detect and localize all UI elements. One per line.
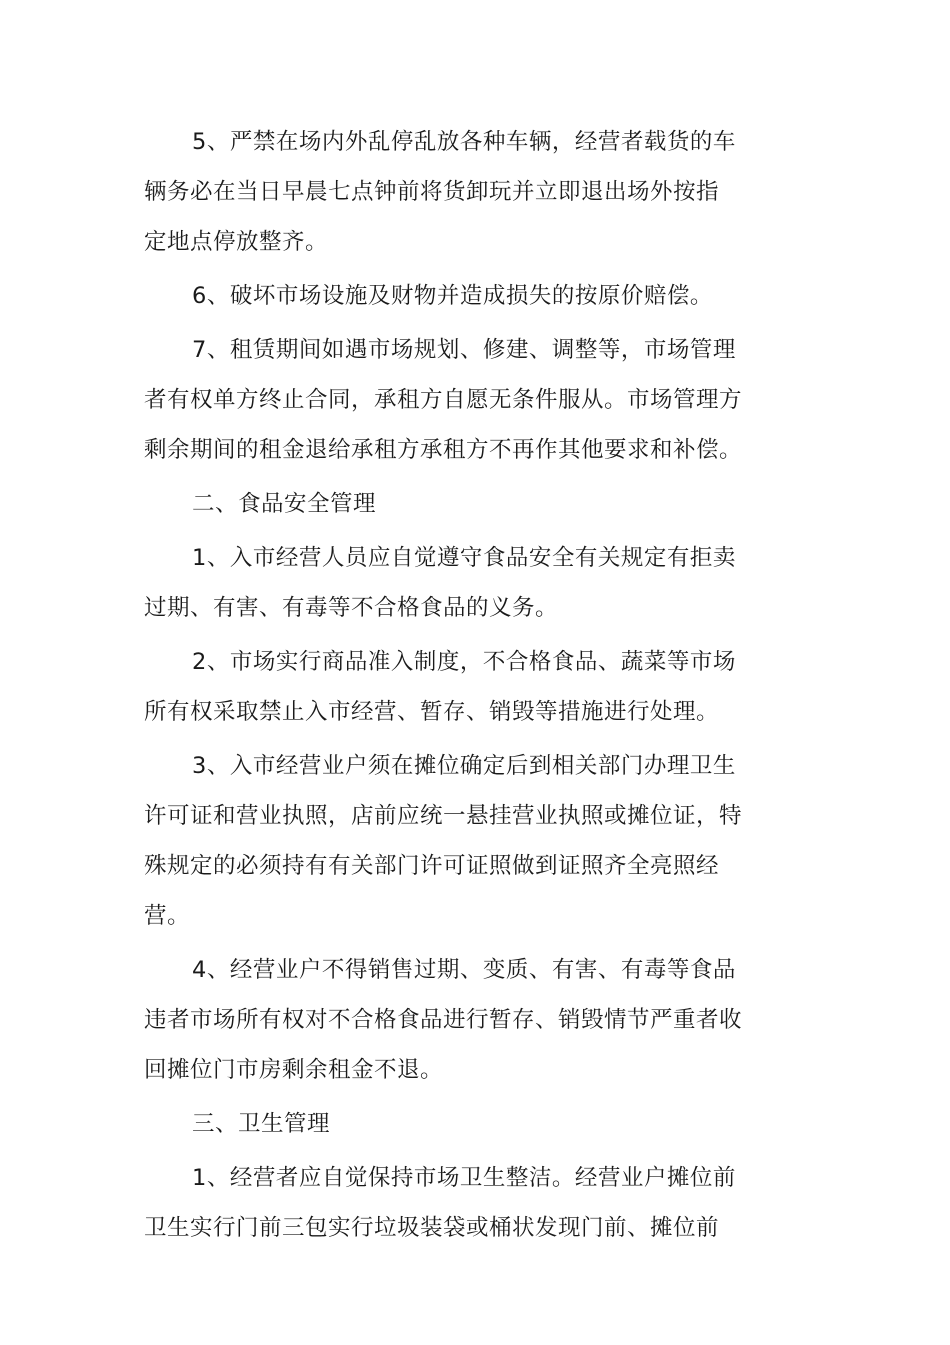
text-line: 剩余期间的租金退给承租方承租方不再作其他要求和补偿。 [144, 437, 743, 463]
paragraph-rule-7 [144, 325, 744, 475]
text-line: 2、市场实行商品准入制度，不合格食品、蔬菜等市场 [192, 649, 736, 675]
text-line: 3、入市经营业户须在摊位确定后到相关部门办理卫生 [192, 753, 736, 779]
text-line: 回摊位门市房剩余租金不退。 [144, 1057, 444, 1083]
text-line: 违者市场所有权对不合格食品进行暂存、销毁情节严重者收 [144, 1007, 743, 1033]
text-line: 辆务必在当日早晨七点钟前将货卸玩并立即退出场外按指 [144, 179, 720, 205]
text-line: 营。 [144, 903, 191, 929]
heading-line: 三、卫生管理 [192, 1111, 331, 1137]
text-line: 5、严禁在场内外乱停乱放各种车辆，经营者载货的车 [192, 129, 736, 155]
text-line: 1、经营者应自觉保持市场卫生整洁。经营业户摊位前 [192, 1165, 736, 1191]
section-heading-food-safety [144, 479, 744, 529]
text-line: 6、破坏市场设施及财物并造成损失的按原价赔偿。 [192, 283, 713, 309]
text-line: 卫生实行门前三包实行垃圾装袋或桶状发现门前、摊位前 [144, 1215, 720, 1241]
section-heading-hygiene [144, 1099, 744, 1149]
text-line: 1、入市经营人员应自觉遵守食品安全有关规定有拒卖 [192, 545, 736, 571]
paragraph-food-3 [144, 741, 744, 941]
paragraph-rule-5 [144, 117, 744, 267]
paragraph-hygiene-1 [144, 1153, 744, 1253]
document-page [144, 117, 744, 1257]
text-line: 定地点停放整齐。 [144, 229, 329, 255]
paragraph-food-4 [144, 945, 744, 1095]
paragraph-rule-6 [144, 271, 744, 321]
paragraph-food-1 [144, 533, 744, 633]
text-line: 过期、有害、有毒等不合格食品的义务。 [144, 595, 559, 621]
text-line: 者有权单方终止合同，承租方自愿无条件服从。市场管理方 [144, 387, 743, 413]
heading-line: 二、食品安全管理 [192, 491, 377, 517]
text-line: 许可证和营业执照，店前应统一悬挂营业执照或摊位证，特 [144, 803, 743, 829]
text-line: 7、租赁期间如遇市场规划、修建、调整等，市场管理 [192, 337, 736, 363]
text-line: 所有权采取禁止入市经营、暂存、销毁等措施进行处理。 [144, 699, 720, 725]
paragraph-food-2 [144, 637, 744, 737]
text-line: 4、经营业户不得销售过期、变质、有害、有毒等食品 [192, 957, 736, 983]
text-line: 殊规定的必须持有有关部门许可证照做到证照齐全亮照经 [144, 853, 720, 879]
